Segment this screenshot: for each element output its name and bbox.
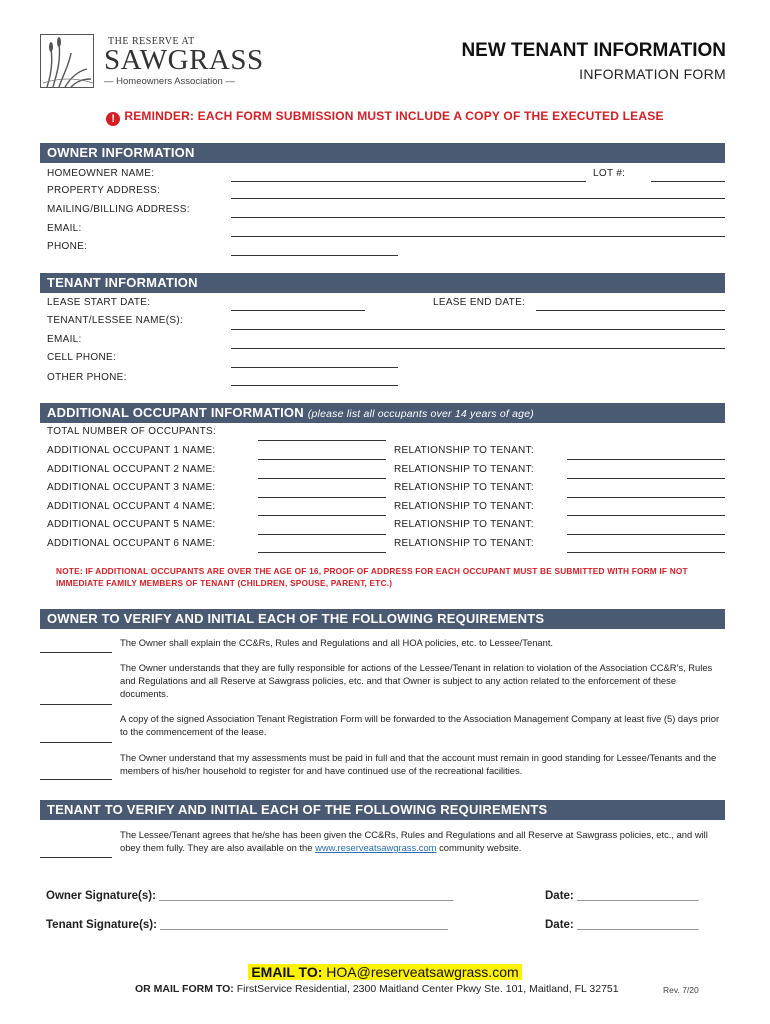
mailing-address-field[interactable] (231, 217, 725, 218)
owner-email-field[interactable] (231, 236, 725, 237)
tenant-names-field[interactable] (231, 329, 725, 330)
lease-start-label: LEASE START DATE: (47, 297, 151, 308)
occupant-2-name-field[interactable] (258, 478, 386, 479)
tenant-section-header: TENANT INFORMATION (40, 273, 725, 293)
tenant-requirement-text: The Lessee/Tenant agrees that he/she has been given the CC&Rs, Rules and Regulations and all Reserve at Sawgrass policies, etc., and will obey them fully. They are also available on the (120, 829, 708, 853)
lot-field[interactable] (651, 181, 725, 182)
owner-section-header: OWNER INFORMATION (40, 143, 725, 163)
email-label: EMAIL TO: (251, 964, 323, 980)
email-address[interactable]: HOA@reserveatsawgrass.com (326, 964, 519, 980)
owner-phone-field[interactable] (231, 255, 398, 256)
owner-requirement-4: The Owner understand that my assessments must be paid in full and that the account must remain in good standing for Lessee/Tenants and the members of his/her household to register for and have continued use of the recreational facilities. (120, 752, 717, 776)
occupant-2-relationship-label: RELATIONSHIP TO TENANT: (394, 464, 534, 475)
tenant-initial-1-field[interactable] (40, 857, 112, 858)
occupant-3-name-field[interactable] (258, 497, 386, 498)
occupant-section-note: (please list all occupants over 14 years of age) (307, 408, 534, 420)
lease-start-field[interactable] (231, 310, 365, 311)
cell-phone-field[interactable] (231, 367, 398, 368)
owner-initial-4-field[interactable] (40, 779, 112, 780)
occupant-section-header (40, 403, 725, 423)
occupant-4-relationship-field[interactable] (567, 515, 725, 516)
occupant-age-note: NOTE: IF ADDITIONAL OCCUPANTS ARE OVER THE AGE OF 16, PROOF OF ADDRESS FOR EACH OCCUPANT MUST BE SUBMITTED WITH FORM IF NOT IMMEDIATE FAMILY MEMBERS OF TENANT (CHILDREN, SPOUSE, PARENT, ETC.) (56, 566, 688, 588)
form-title: NEW TENANT INFORMATION (461, 40, 726, 61)
tenant-date-field[interactable]: Date: ___________________ (545, 919, 699, 931)
owner-phone-label: PHONE: (47, 241, 88, 252)
occupant-3-label: ADDITIONAL OCCUPANT 3 NAME: (47, 482, 216, 493)
occupant-5-relationship-field[interactable] (567, 534, 725, 535)
occupant-6-name-field[interactable] (258, 552, 386, 553)
mail-address: FirstService Residential, 2300 Maitland Center Pkwy Ste. 101, Maitland, FL 32751 (236, 983, 619, 995)
other-phone-label: OTHER PHONE: (47, 372, 127, 383)
occupant-2-relationship-field[interactable] (567, 478, 725, 479)
lease-end-field[interactable] (536, 310, 725, 311)
website-link[interactable]: www.reserveatsawgrass.com (315, 842, 437, 853)
lease-end-label: LEASE END DATE: (433, 297, 526, 308)
occupant-1-label: ADDITIONAL OCCUPANT 1 NAME: (47, 445, 216, 456)
reminder-text: REMINDER: EACH FORM SUBMISSION MUST INCLUDE A COPY OF THE EXECUTED LEASE (124, 109, 664, 123)
homeowner-name-label: HOMEOWNER NAME: (47, 168, 155, 179)
occupant-1-name-field[interactable] (258, 459, 386, 460)
exclamation-icon: ! (106, 112, 120, 126)
owner-initial-1-field[interactable] (40, 652, 112, 653)
owner-signature-field[interactable]: Owner Signature(s): ______________________________________________ (46, 890, 454, 902)
occupant-section-title: ADDITIONAL OCCUPANT INFORMATION (47, 405, 304, 420)
tenant-signature-field[interactable]: Tenant Signature(s): _____________________________________________ (46, 919, 448, 931)
occupant-4-relationship-label: RELATIONSHIP TO TENANT: (394, 501, 534, 512)
hoa-logo (40, 34, 264, 90)
cell-phone-label: CELL PHONE: (47, 352, 117, 363)
email-instruction (0, 964, 770, 982)
owner-date-field[interactable]: Date: ___________________ (545, 890, 699, 902)
mail-instruction (135, 983, 619, 995)
occupant-6-relationship-label: RELATIONSHIP TO TENANT: (394, 538, 534, 549)
owner-requirement-2: The Owner understands that they are fully responsible for actions of the Lessee/Tenant in relation to violation of the Association CC&R's, Rules and Regulations and all Reserve at Sawgrass policies, etc. and that Owner is subject to any action related to the enforcement of these documents. (120, 662, 713, 699)
occupant-5-label: ADDITIONAL OCCUPANT 5 NAME: (47, 519, 216, 530)
occupant-6-relationship-field[interactable] (567, 552, 725, 553)
occupant-6-label: ADDITIONAL OCCUPANT 6 NAME: (47, 538, 216, 549)
occupant-1-relationship-field[interactable] (567, 459, 725, 460)
homeowner-name-field[interactable] (231, 181, 586, 182)
occupant-1-relationship-label: RELATIONSHIP TO TENANT: (394, 445, 534, 456)
mail-label: OR MAIL FORM TO: (135, 983, 234, 995)
revision-label: Rev. 7/20 (663, 985, 699, 995)
mailing-address-label: MAILING/BILLING ADDRESS: (47, 204, 190, 215)
logo-subtitle: — Homeowners Association — (104, 76, 235, 87)
occupant-4-label: ADDITIONAL OCCUPANT 4 NAME: (47, 501, 216, 512)
tenant-verify-header: TENANT TO VERIFY AND INITIAL EACH OF THE FOLLOWING REQUIREMENTS (40, 800, 725, 820)
form-subtitle: INFORMATION FORM (579, 66, 726, 82)
occupant-3-relationship-field[interactable] (567, 497, 725, 498)
tenant-requirement-text-end: community website. (436, 842, 522, 853)
email-highlight (248, 964, 521, 980)
owner-requirement-3: A copy of the signed Association Tenant Registration Form will be forwarded to the Association Management Company at least five (5) days prior to the commencement of the lease. (120, 713, 720, 737)
tenant-requirement-1 (120, 828, 725, 854)
tenant-email-field[interactable] (231, 348, 725, 349)
occupant-2-label: ADDITIONAL OCCUPANT 2 NAME: (47, 464, 216, 475)
property-address-field[interactable] (231, 198, 725, 199)
lot-label: LOT #: (593, 168, 626, 179)
owner-email-label: EMAIL: (47, 223, 82, 234)
occupant-4-name-field[interactable] (258, 515, 386, 516)
logo-name: SAWGRASS (104, 44, 264, 76)
tenant-names-label: TENANT/LESSEE NAME(S): (47, 315, 184, 326)
grass-logo-icon (40, 34, 94, 88)
owner-initial-2-field[interactable] (40, 704, 112, 705)
total-occupants-field[interactable] (258, 440, 386, 441)
property-address-label: PROPERTY ADDRESS: (47, 185, 161, 196)
occupant-5-relationship-label: RELATIONSHIP TO TENANT: (394, 519, 534, 530)
logo-the: THE RESERVE AT (108, 36, 195, 47)
owner-requirement-1: The Owner shall explain the CC&Rs, Rules and Regulations and all HOA policies, etc. to Lessee/Tenant. (120, 637, 554, 648)
reminder-banner (0, 109, 770, 126)
tenant-email-label: EMAIL: (47, 334, 82, 345)
total-occupants-label: TOTAL NUMBER OF OCCUPANTS: (47, 426, 217, 437)
owner-initial-3-field[interactable] (40, 742, 112, 743)
other-phone-field[interactable] (231, 385, 398, 386)
owner-verify-header: OWNER TO VERIFY AND INITIAL EACH OF THE FOLLOWING REQUIREMENTS (40, 609, 725, 629)
occupant-5-name-field[interactable] (258, 534, 386, 535)
occupant-3-relationship-label: RELATIONSHIP TO TENANT: (394, 482, 534, 493)
